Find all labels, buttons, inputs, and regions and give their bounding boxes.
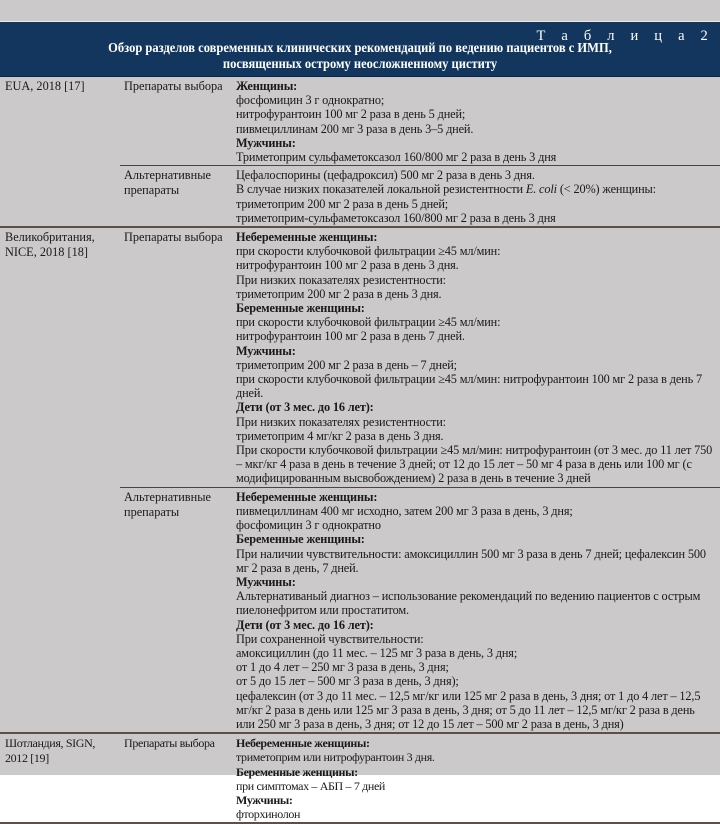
recommendation-line: триметоприм 200 мг 2 раза в день 5 дней;: [236, 196, 449, 211]
recommendation-line: фторхинолон: [236, 807, 301, 822]
line-text: В случае низких показателей локальной резистентности: [236, 182, 526, 197]
patient-group-heading: Дети (от 3 мес. до 16 лет):: [236, 617, 374, 632]
recommendation-line: При низких показателях резистентности:: [236, 414, 446, 429]
patient-group-heading: Небеременные женщины:: [236, 489, 378, 504]
section-row: [120, 734, 720, 822]
recommendation-line: При низких показателях резистентности:: [236, 272, 446, 287]
table-row: [0, 228, 720, 734]
patient-group-heading: Мужчины:: [236, 792, 293, 807]
patient-group-heading: Мужчины:: [236, 343, 296, 358]
recommendation-line: при симптомах – АБП – 7 дней: [236, 778, 386, 793]
recommendation-line: Цефалоспорины (цефадроксил) 500 мг 2 раза в день 3 дня.: [236, 168, 535, 183]
category-cell: Препараты выбора: [124, 230, 223, 245]
line-text: (< 20%) женщины:: [556, 182, 656, 197]
recommendation-line: При сохраненной чувствительности:: [236, 631, 424, 646]
recommendation-line: При наличии чувствительности: амоксициллин 500 мг 3 раза в день 7 дней; цефалексин 500 мг 2 раза в день, 7 дней.: [236, 546, 706, 575]
recommendation-line: триметоприм-сульфаметоксазол 160/800 мг 2 раза в день 3 дня: [236, 210, 556, 225]
guideline-cell: EUA, 2018 [17]: [5, 79, 85, 93]
recommendation-line: нитрофурантоин 100 мг 2 раза в день 3 дня.: [236, 258, 459, 273]
recommendation-line: пивмециллинам 200 мг 3 раза в день 3–5 дней.: [236, 121, 474, 136]
guideline-cell: Великобритания, NICE, 2018 [18]: [5, 230, 95, 260]
recommendation-line: при скорости клубочковой фильтрации ≥45 мл/мин:: [236, 244, 501, 259]
recommendation-line: от 5 до 15 лет – 500 мг 3 раза в день, 3 дня);: [236, 674, 459, 689]
recommendation-line: триметоприм 4 мг/кг 2 раза в день 3 дня.: [236, 428, 444, 443]
category-cell: Препараты выбора: [124, 736, 215, 751]
sections-group: [120, 77, 720, 226]
category-cell: Препараты выбора: [124, 79, 223, 93]
recommendation-line: триметоприм или нитрофурантоин 3 дня.: [236, 750, 435, 765]
section-row: [120, 228, 720, 488]
sections-group: [120, 228, 720, 732]
recommendation-line: [236, 182, 716, 196]
table-title-line-2: посвященных острому неосложненному циститу: [222, 55, 498, 71]
recommendation-line: при скорости клубочковой фильтрации ≥45 мл/мин:: [236, 315, 501, 330]
table-body: [0, 77, 720, 824]
recommendation-line: триметоприм 200 мг 2 раза в день 3 дня.: [236, 286, 442, 301]
guideline-cell: Шотландия, SIGN, 2012 [19]: [5, 736, 96, 766]
recommendation-line: триметоприм 200 мг 2 раза в день – 7 дней;: [236, 357, 457, 372]
patient-group-heading: Дети (от 3 мес. до 16 лет):: [236, 400, 374, 415]
patient-group-heading: Беременные женщины:: [236, 532, 365, 547]
recommendation-line: при скорости клубочковой фильтрации ≥45 мл/мин: нитрофурантоин 100 мг 2 раза в день 7 дней.: [236, 372, 702, 401]
sections-group: [120, 734, 720, 822]
recommendation-line: нитрофурантоин 100 мг 2 раза в день 7 дней.: [236, 329, 465, 344]
table-header: [0, 22, 720, 77]
top-margin: [0, 0, 720, 22]
recommendation-line: Альтернативаный диагноз – использование рекомендаций по ведению пациентов с острым пиелонефритом или простатитом.: [236, 589, 701, 618]
category-cell: Альтернативные препараты: [124, 489, 211, 519]
patient-group-heading: Небеременные женщины:: [236, 230, 378, 245]
patient-group-heading: Небеременные женщины:: [236, 736, 370, 751]
table-title: [29, 40, 691, 71]
section-row: [120, 488, 720, 732]
table-row: [0, 734, 720, 824]
organism-name: E. coli: [525, 182, 557, 197]
section-row: [120, 77, 720, 166]
patient-group-heading: Беременные женщины:: [236, 764, 358, 779]
category-cell: Альтернативные препараты: [124, 168, 211, 198]
recommendation-line: цефалексин (от 3 до 11 мес. – 12,5 мг/кг или 125 мг 2 раза в день, 3 дня; от 1 до 4 лет – 12,5 мг/кг 2 раза в день или 125 мг 3 раза в день, 3 дня; от 5 до 11 лет – 12,5 мг/кг 2 раза в день или 250 мг 3 раза в день, 3 дня; от 12 до 15 лет – 500 мг 2 раза в день, 3 дня): [236, 688, 701, 731]
patient-group-heading: Мужчины:: [236, 135, 296, 150]
recommendation-line: фосфомицин 3 г однократно;: [236, 93, 385, 108]
recommendation-cell: [233, 166, 720, 226]
patient-group-heading: Беременные женщины:: [236, 301, 365, 316]
recommendation-line: Триметоприм сульфаметоксазол 160/800 мг 2 раза в день 3 дня: [236, 150, 557, 165]
recommendation-line: от 1 до 4 лет – 250 мг 3 раза в день, 3 дня;: [236, 660, 449, 675]
recommendation-line: При скорости клубочковой фильтрации ≥45 мл/мин: нитрофурантоин (от 3 мес. до 11 лет 750 – мкг/кг 4 раза в день в течение 3 дней; от 12 до 15 лет – 50 мг 4 раза в день или 100 мг (с модифицированным высвобождением) 2 раза в день в течение 3 дней: [236, 443, 713, 486]
table-row: [0, 77, 720, 228]
table-title-line-1: Обзор разделов современных клинических рекомендаций по ведению пациентов с ИМП,: [108, 40, 612, 55]
recommendation-line: нитрофурантоин 100 мг 2 раза в день 5 дней;: [236, 107, 466, 122]
recommendation-line: амоксициллин (до 11 мес. – 125 мг 3 раза в день, 3 дня;: [236, 645, 518, 660]
recommendation-cell: [233, 734, 720, 822]
recommendation-line: фосфомицин 3 г однократно: [236, 518, 381, 533]
recommendation-line: пивмециллинам 400 мг исходно, затем 200 мг 3 раза в день, 3 дня;: [236, 503, 573, 518]
section-row: [120, 166, 720, 226]
table-number-label: Т а б л и ц а 2: [536, 28, 714, 44]
patient-group-heading: Женщины:: [236, 79, 298, 93]
patient-group-heading: Мужчины:: [236, 574, 296, 589]
recommendation-cell: [233, 77, 720, 165]
recommendation-cell: [233, 228, 720, 487]
recommendation-cell: [233, 488, 720, 732]
